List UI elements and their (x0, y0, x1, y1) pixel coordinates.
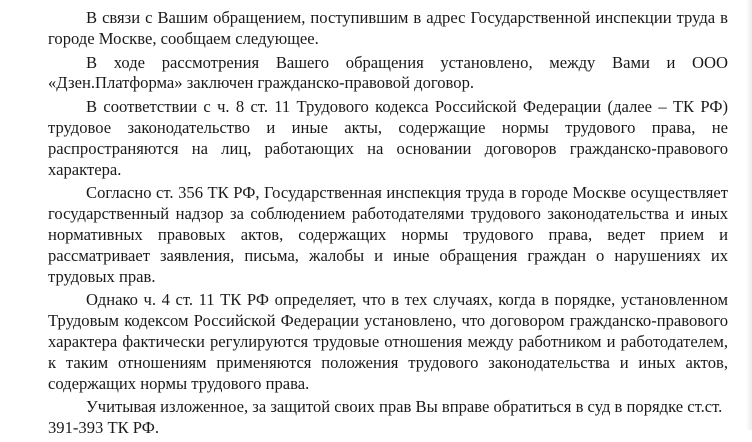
paragraph-article-11-part-4: Однако ч. 4 ст. 11 ТК РФ определяет, что в тех случаях, когда в порядке, установленном Трудовым кодексом Российской Федерации установлено, что договором гражданско-правового характера фактически регулируются трудовые отношения между работником и работодателем, к таким отношениям применяются положения трудового законодательства и иных актов, содержащих нормы трудового права. (48, 290, 728, 393)
paragraph-intro: В связи с Вашим обращением, поступившим в адрес Государственной инспекции труда в городе Москве, сообщаем следующее. (48, 8, 728, 48)
paragraph-contract: В ходе рассмотрения Вашего обращения установлено, между Вами и ООО «Дзен.Платформа» заключен гражданско-правовой договор. (48, 52, 728, 93)
paragraph-article-356: Согласно ст. 356 ТК РФ, Государственная инспекция труда в городе Москве осуществляет государственный надзор за соблюдением работодателями трудового законодательства и иных нормативных правовых актов, содержащих нормы трудового права, ведет прием и рассматривает заявления, письма, жалобы и иные обращения граждан о нарушениях их трудовых прав. (48, 183, 728, 286)
paragraph-conclusion: Учитывая изложенное, за защитой своих прав Вы вправе обратиться в суд в порядке ст.ст. 391-393 ТК РФ. (48, 397, 723, 438)
page-edge-shadow (746, 0, 752, 430)
paragraph-article-11-part-8: В соответствии с ч. 8 ст. 11 Трудового кодекса Российской Федерации (далее – ТК РФ) трудовое законодательство и иные акты, содержащие нормы трудового права, не распространяются на лиц, работающих на основании договоров гражданско-правового характера. (48, 97, 728, 179)
letter-body (48, 8, 728, 442)
